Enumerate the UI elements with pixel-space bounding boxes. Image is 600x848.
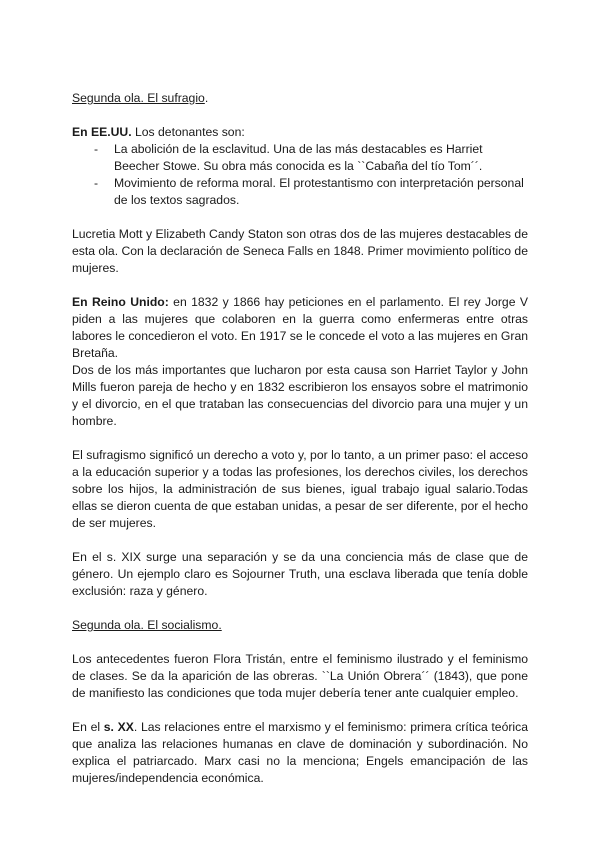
eeuu-label: En EE.UU. <box>72 125 132 139</box>
siglo-xix-paragraph: En el s. XIX surge una separación y se da una conciencia más de clase que de género. Un ejemplo claro es Sojourner Truth, una esclava liberada que tenía doble exclusión: raza y género. <box>72 550 528 598</box>
lucretia-paragraph: Lucretia Mott y Elizabeth Candy Staton son otras dos de las mujeres destacables de esta ola. Con la declaración de Seneca Falls en 1848. Primer movimiento político de mujeres. <box>72 227 528 275</box>
list-item: - La abolición de la esclavitud. Una de las más destacables es Harriet Beecher Stowe. Su obra más conocida es la ``Cabaña del tío Tom´´. <box>94 141 528 175</box>
sxx-text: . Las relaciones entre el marxismo y el feminismo: primera crítica teórica que analiza las relaciones humanas en clave de dominación y subordinación. No explica el patriarcado. Marx casi no la menciona; Engels emancipación de las mujeres/independencia económica. <box>72 720 528 785</box>
siglo-xx-paragraph <box>72 719 528 787</box>
document-page <box>72 90 528 804</box>
heading-suffix: . <box>204 91 209 105</box>
antecedentes-paragraph: Los antecedentes fueron Flora Tristán, entre el feminismo ilustrado y el feminismo de clases. Se da la aparición de las obreras. ``La Unión Obrera´´ (1843), que pone de manifiesto las condiciones que toda mujer debería tener ante cualquier empleo. <box>72 652 528 700</box>
list-item: - Movimiento de reforma moral. El protestantismo con interpretación personal de los textos sagrados. <box>94 175 528 209</box>
sxx-label: s. XX <box>103 720 134 734</box>
section-heading-socialismo: Segunda ola. El socialismo. <box>72 618 222 632</box>
reino-unido-text: en 1832 y 1866 hay peticiones en el parlamento. El rey Jorge V piden a las mujeres que colaboren en la guerra como enfermeras entre otras labores le concedieron el voto. En 1917 se le concede el voto a las mujeres en Gran Bretaña. <box>72 295 528 360</box>
eeuu-intro-text: Los detonantes son: <box>131 125 245 139</box>
sufragismo-paragraph: El sufragismo significó un derecho a voto y, por lo tanto, a un primer paso: el acceso a la educación superior y a todas las profesiones, los derechos civiles, los derechos sobre los hijos, la administración de sus bienes, igual trabajo igual salario.Todas ellas se dieron cuenta de que estaban unidas, a pesar de ser diferente, por el hecho de ser mujeres. <box>72 448 528 530</box>
sxx-prefix: En el <box>72 720 104 734</box>
reino-unido-paragraph <box>72 294 528 362</box>
section-heading-sufragio <box>72 90 528 107</box>
reino-unido-label: En Reino Unido: <box>72 295 169 309</box>
eeuu-intro-paragraph <box>72 124 528 141</box>
harriet-taylor-paragraph: Dos de los más importantes que lucharon por esta causa son Harriet Taylor y John Mills fueron pareja de hecho y en 1832 escribieron los ensayos sobre el matrimonio y el divorcio, en el que trataban las consecuencias del divorcio para una mujer y un hombre. <box>72 363 528 428</box>
eeuu-bullet-list <box>72 141 528 209</box>
heading-text: Segunda ola. El sufragio <box>72 91 205 105</box>
